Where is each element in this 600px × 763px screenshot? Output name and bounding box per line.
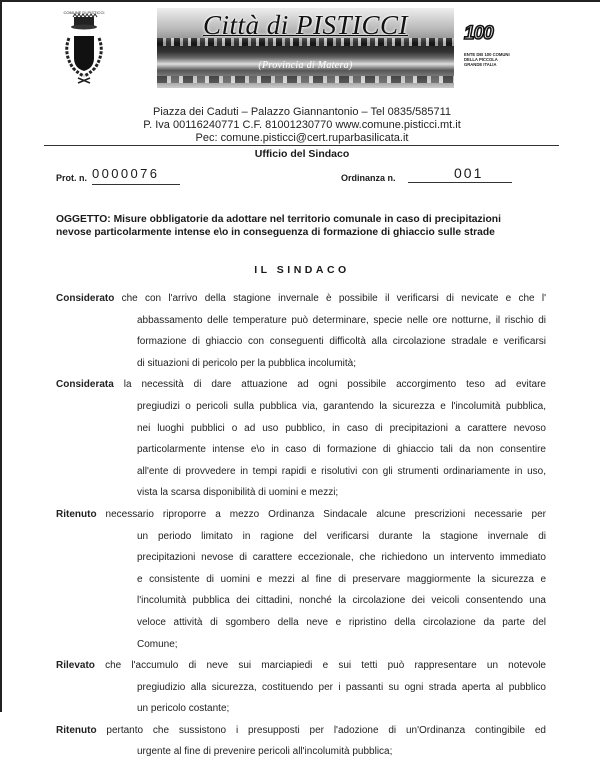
subject-line: nevose particolarmente intense e\o in conseguenza di formazione di ghiaccio sulle strade [56,227,495,238]
office-title: Ufficio del Sindaco [254,148,350,160]
line-text: veloce attività di sgombero della neve e ripristino della circolazione da parte del [137,616,546,628]
paragraph-line [56,698,546,720]
paragraph-line [56,655,546,677]
paragraph-line [56,353,546,375]
paragraph-line [56,331,546,353]
paragraph-line [56,741,546,763]
paragraph-line [56,288,546,310]
line-text: pregiudizi o pericoli sulla pubblica via, garantendo la sicurezza e l'incolumità pubblica, [137,400,546,412]
contact-tax-web: P. Iva 00116240771 C.F. 81001230770 www.comune.pisticci.mt.it [143,119,461,131]
city-name: Città di PISTICCI [202,10,408,40]
line-text: l'incolumità pubblica dei cittadini, nonché la circolazione dei veicoli consentendo una [137,595,546,607]
province-name: (Provincia di Matera) [258,60,353,71]
recital-keyword: Rilevato [56,660,95,672]
subject [56,213,556,239]
section-heading: IL SINDACO [254,264,350,276]
paragraph-line [56,547,546,569]
paragraph-line [56,461,546,483]
line-text: formazione di ghiaccio con conseguenti difficoltà alla circolazione stradale e verificarsi [137,336,546,348]
line-text: un pericolo costante; [137,703,230,715]
paragraph-line [56,374,546,396]
badge-text-line: ENTE DEI 100 COMUNI [464,52,510,57]
recital-keyword: Considerata [56,379,114,391]
recital-paragraph [56,374,546,504]
line-text: urgente al fine di prevenire pericoli all'incolumità pubblica; [137,746,393,758]
paragraph-line [56,504,546,526]
badge-text-line: GRANDE ITALIA [464,62,497,68]
line-text: particolarmente intense e\o in caso di formazione di ghiaccio tali da non consentire [137,444,546,456]
paragraph-line [56,569,546,591]
paragraph-line [56,612,546,634]
svg-text:COMUNE DI PISTICCI: COMUNE DI PISTICCI [63,10,105,15]
paragraph-line [56,720,546,742]
contact-address: Piazza dei Caduti – Palazzo Giannantonio – Tel 0835/585711 [152,106,452,118]
line-text: pregiudizio alla sicurezza, costituendo per i passanti su ogni strada aperta al pubblico [137,681,546,693]
city-banner [157,8,454,88]
ordinance-label: Ordinanza n. [341,173,396,183]
paragraph-line [56,418,546,440]
recital-keyword: Ritenuto [56,508,97,520]
protocol-label: Prot. n. [56,173,87,183]
line-text: Comune; [137,638,178,650]
line-text: all'ente di provvedere in tempi rapidi e risolutivi con gli strumenti ordinariamente in uso, [137,465,546,477]
line-text: nei luoghi pubblici o ad uso pubblico, in caso di precipitazioni a carattere nevoso [137,422,546,434]
paragraph-line [56,634,546,656]
protocol-number: 0000076 [92,164,180,185]
ordinance-number: 001 [408,163,512,183]
line-text: necessario riproporre a mezzo Ordinanza Sindacale alcune prescrizioni necessarie per [96,508,546,520]
line-text: precipitazioni nevose di carattere eccezionale, che richiedono un intervento immediato [137,552,546,564]
hundred-municipalities-badge [464,24,524,68]
document-body [56,288,546,763]
subject-line: OGGETTO: Misure obbligatorie da adottare nel territorio comunale in caso di precipitazioni [56,214,501,225]
recital-paragraph [56,655,546,720]
paragraph-line [56,590,546,612]
line-text: un periodo limitato in ragione del verificarsi durante la stagione invernale di [137,530,546,542]
recital-paragraph [56,504,546,655]
line-text: la necessità di dare attuazione ad ogni possibile accorgimento teso ad evitare [113,379,546,391]
paragraph-line [56,439,546,461]
badge-logo-icon: 100 [464,23,493,44]
line-text: pertanto che sussistono i presupposti per l'adozione di un'Ordinanza contingibile ed [96,724,546,736]
recital-keyword: Considerato [56,293,115,304]
badge-text-line: DELLA PICCOLA [464,57,498,63]
line-text: e consistente di uomini e mezzi al fine di preservare maggiormente la sicurezza e [137,573,546,585]
paragraph-line [56,396,546,418]
paragraph-line [56,482,546,504]
header-divider [44,145,559,146]
line-text: che con l'arrivo della stagione invernale è possibile il verificarsi di nevicate e che l' [114,293,546,304]
line-text: di situazioni di pericolo per la pubblica incolumità; [137,357,357,369]
recital-paragraph [56,288,546,374]
paragraph-line [56,526,546,548]
contact-pec: Pec: comune.pisticci@cert.ruparbasilicata.it [195,132,409,144]
line-text: vista la scarsa disponibilità di uomini e mezzi; [137,487,339,499]
recital-keyword: Ritenuto [56,724,97,736]
paragraph-line [56,310,546,332]
paragraph-line [56,677,546,699]
line-text: che l'accumulo di neve sui marciapiedi e sui tetti può rappresentare un notevole [94,660,546,672]
recital-paragraph [56,720,546,763]
line-text: abbassamento delle temperature può determinare, specie nelle ore notturne, il rischio di [137,314,546,326]
coat-of-arms-icon [54,8,114,84]
